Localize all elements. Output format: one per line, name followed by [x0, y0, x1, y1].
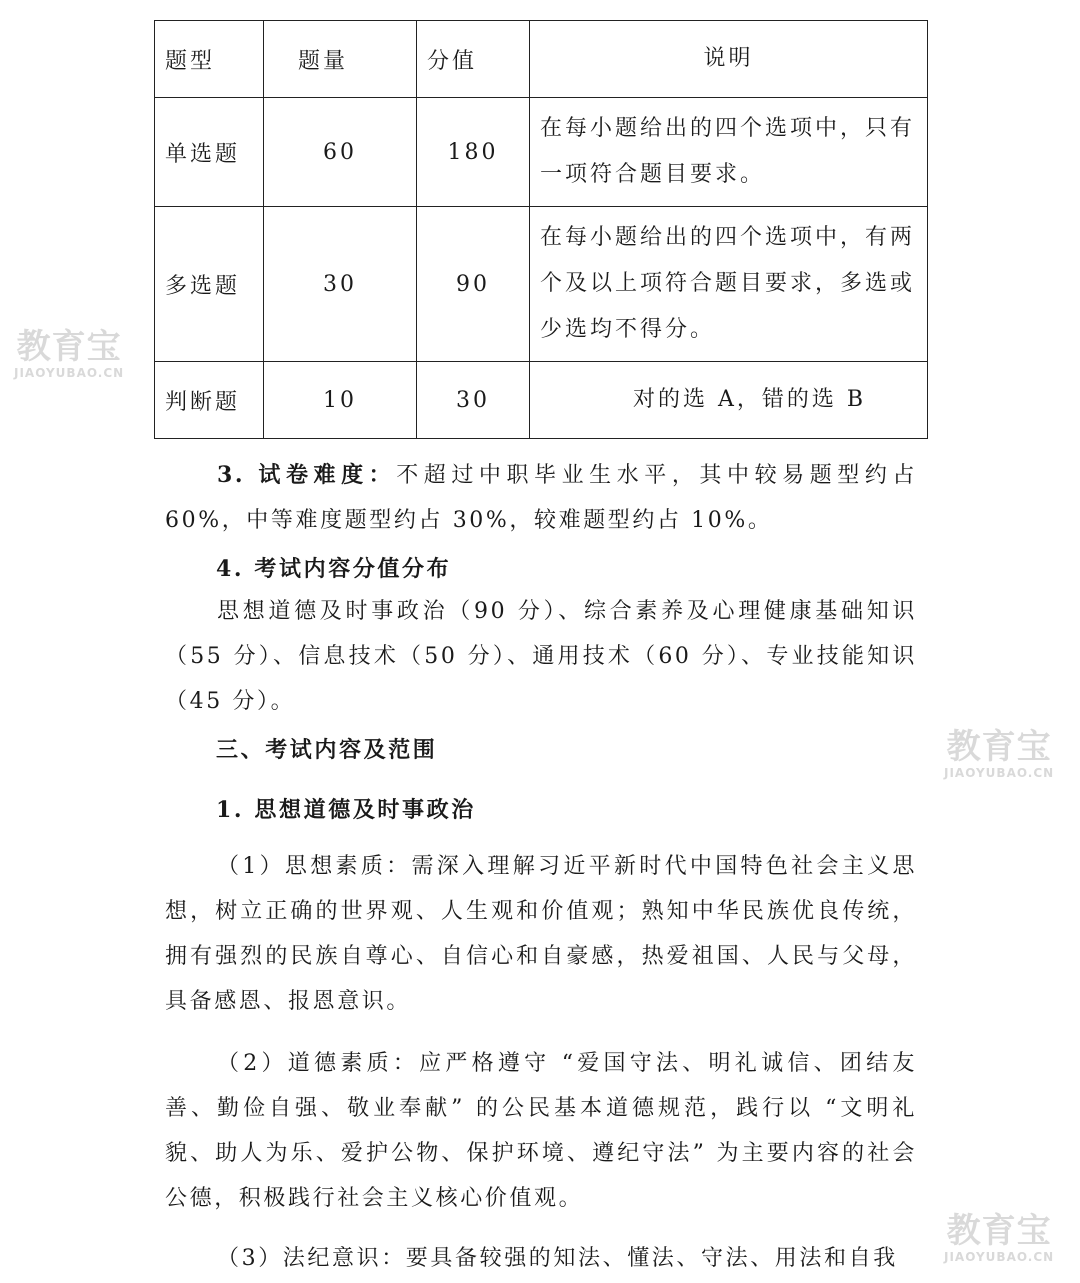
- header-count: 题量: [264, 21, 417, 98]
- cell-description: 在每小题给出的四个选项中，有两个及以上项符合题目要求，多选或少选均不得分。: [530, 207, 928, 362]
- cell-score: 180: [417, 98, 530, 207]
- table-row: [155, 362, 928, 439]
- table-row: [155, 207, 928, 362]
- item-paragraph: （3）法纪意识：要具备较强的知法、懂法、守法、用法和自我: [217, 1246, 898, 1271]
- cell-type: 单选题: [155, 98, 264, 207]
- watermark-logo: 教育宝 JIAOYUBAO.CN: [944, 1211, 1055, 1264]
- header-description: 说明: [530, 21, 928, 98]
- cell-description: 对的选 A，错的选 B: [530, 362, 928, 439]
- table-header-row: [155, 21, 928, 98]
- watermark-logo: 教育宝 JIAOYUBAO.CN: [14, 327, 125, 380]
- difficulty-paragraph: [165, 453, 917, 543]
- subsection-heading: 1. 思想道德及时事政治: [216, 797, 476, 823]
- item-paragraph: （1）思想素质：需深入理解习近平新时代中国特色社会主义思想，树立正确的世界观、人生观和价值观；熟知中华民族优良传统，拥有强烈的民族自尊心、自信心和自豪感，热爱祖国、人民与父母，具备感恩、报恩意识。: [165, 854, 917, 1014]
- table-row: [155, 98, 928, 207]
- score-distribution-heading: 4. 考试内容分值分布: [216, 556, 452, 582]
- cell-type: 多选题: [155, 207, 264, 362]
- cell-description: 在每小题给出的四个选项中，只有一项符合题目要求。: [530, 98, 928, 207]
- cell-count: 30: [264, 207, 417, 362]
- watermark-logo: 教育宝 JIAOYUBAO.CN: [944, 727, 1055, 780]
- difficulty-text: 不超过中职毕业生水平，其中较易题型约占 60%，中等难度题型约占 30%，较难题型约占 10%。: [165, 463, 917, 533]
- cell-type: 判断题: [155, 362, 264, 439]
- cell-count: 60: [264, 98, 417, 207]
- cell-score: 30: [417, 362, 530, 439]
- header-score: 分值: [417, 21, 530, 98]
- item-paragraph: （2）道德素质：应严格遵守 “爱国守法、明礼诚信、团结友善、勤俭自强、敬业奉献” 的公民基本道德规范，践行以 “文明礼貌、助人为乐、爱护公物、保护环境、遵纪守法” 为主要内容的社会公德，积极践行社会主义核心价值观。: [165, 1051, 917, 1211]
- cell-count: 10: [264, 362, 417, 439]
- section-three-heading: 三、考试内容及范围: [216, 737, 438, 763]
- difficulty-label: 3. 试卷难度：: [217, 462, 397, 488]
- header-type: 题型: [155, 21, 264, 98]
- question-type-table: [154, 20, 928, 439]
- cell-score: 90: [417, 207, 530, 362]
- score-distribution-text: 思想道德及时事政治（90 分）、综合素养及心理健康基础知识（55 分）、信息技术（50 分）、通用技术（60 分）、专业技能知识（45 分）。: [165, 599, 917, 714]
